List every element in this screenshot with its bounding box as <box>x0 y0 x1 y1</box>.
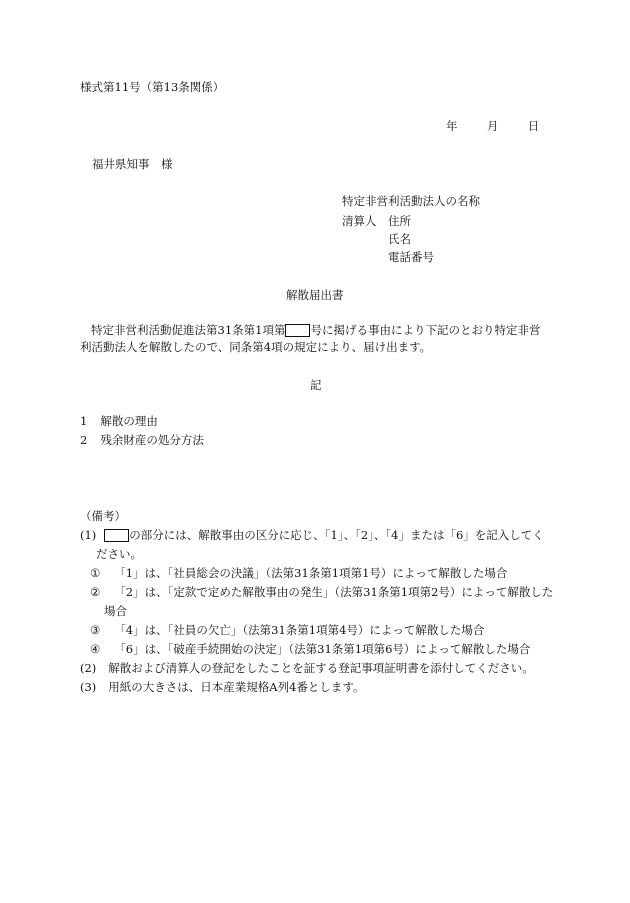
body-paragraph <box>80 320 556 340</box>
note-sub-4 <box>90 642 530 657</box>
ki-heading: 記 <box>310 378 322 392</box>
circled-number: ① <box>90 566 101 580</box>
item-text: 解散の理由 <box>100 414 158 428</box>
note-number: (2) <box>80 661 97 675</box>
note-2 <box>80 661 534 676</box>
body-text-line2: 利活動法人を解散したので、同条第4項の規定により、届け出ます。 <box>80 340 432 354</box>
circled-number: ④ <box>90 642 101 656</box>
date-day-label: 日 <box>527 119 540 133</box>
circled-number: ③ <box>90 623 101 637</box>
item-number: 2 <box>80 433 88 447</box>
org-name-label: 特定非営利活動法人の名称 <box>342 194 480 208</box>
number-blank-box <box>285 324 310 337</box>
address-label: 住所 <box>388 214 411 228</box>
note-text: 解散および清算人の登記をしたことを証する登記事項証明書を添付してください。 <box>108 661 534 675</box>
note-number: (3) <box>80 680 97 694</box>
note-sub-text: 「1」は、「社員総会の決議」（法第31条第1項第1号）によって解散した場合 <box>114 566 508 580</box>
item-number: 1 <box>80 414 88 428</box>
item-2 <box>80 433 204 448</box>
note-blank-box <box>104 529 129 542</box>
note-number: (1) <box>80 528 97 542</box>
document-title: 解散届出書 <box>286 288 344 302</box>
phone-label: 電話番号 <box>388 250 434 264</box>
note-1-continued: ださい。 <box>96 547 142 561</box>
name-label: 氏名 <box>388 232 411 246</box>
note-sub-text: 「6」は、「破産手続開始の決定」（法第31条第1項第6号）によって解散した場合 <box>114 642 531 656</box>
notes-heading: （備考） <box>80 509 126 523</box>
note-sub-2-continued: 場合 <box>104 604 127 618</box>
note-text: 用紙の大きさは、日本産業規格A列4番とします。 <box>108 680 365 694</box>
note-1 <box>80 528 544 543</box>
note-sub-text: 「4」は、「社員の欠亡」（法第31条第1項第4号）によって解散した場合 <box>114 623 485 637</box>
addressee: 福井県知事 様 <box>92 157 173 171</box>
date-year-label: 年 <box>446 119 458 133</box>
date-line <box>446 119 539 134</box>
liquidator-label: 清算人 <box>342 214 377 228</box>
body-text-part2: 号に掲げる事由により下記のとおり特定非営 <box>310 323 541 337</box>
date-month-label: 月 <box>486 119 499 133</box>
form-id: 様式第11号（第13条関係） <box>80 80 225 94</box>
circled-number: ② <box>90 585 101 599</box>
note-3 <box>80 680 365 695</box>
item-text: 残余財産の処分方法 <box>100 433 204 447</box>
note-text: の部分には、解散事由の区分に応じ、「1」、「2」、「4」または「6」を記入してく <box>129 528 544 542</box>
note-sub-3 <box>90 623 484 638</box>
note-sub-text: 「2」は、「定款で定めた解散事由の発生」（法第31条第1項第2号）によって解散した <box>114 585 554 599</box>
note-sub-1 <box>90 566 507 581</box>
item-1 <box>80 414 158 429</box>
note-sub-2 <box>90 585 553 600</box>
body-text-part1: 特定非営利活動促進法第31条第1項第 <box>91 323 286 337</box>
